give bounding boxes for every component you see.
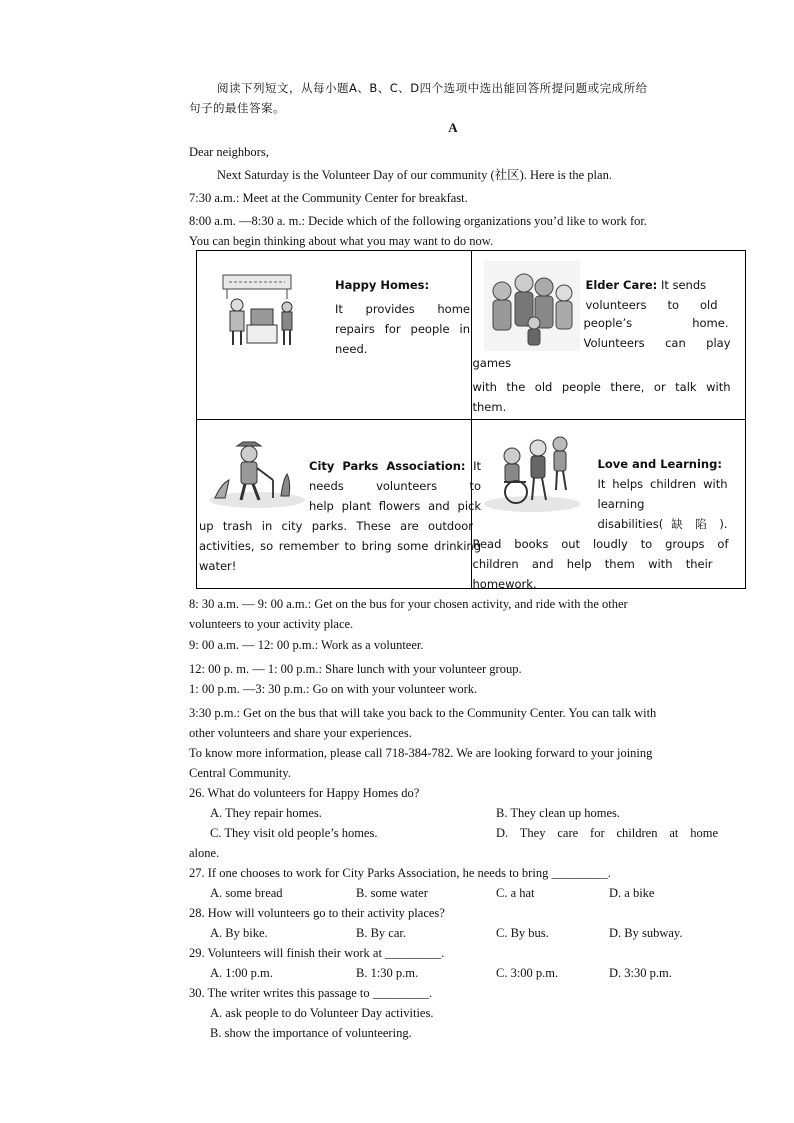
schedule-afternoon: 1: 00 p.m. —3: 30 p.m.: Go on with your volunteer work. <box>189 682 478 696</box>
q27-option-d: D. a bike <box>609 886 655 900</box>
love-learning-title: Love and Learning: <box>597 457 722 471</box>
love-learning-line-6: homework. <box>472 577 537 591</box>
elder-care-first: It sends <box>660 278 707 292</box>
q26-option-d: D. They care for children at home <box>496 826 718 840</box>
happy-homes-title: Happy Homes: <box>335 278 430 292</box>
city-parks-heading: City Parks Association: It <box>309 459 482 473</box>
org-cell-elder-care <box>471 251 746 420</box>
q28-stem: 28. How will volunteers go to their activity places? <box>189 906 445 920</box>
q29-option-b: B. 1:30 p.m. <box>356 966 419 980</box>
section-title: A <box>448 120 458 135</box>
contact-info-cont: Central Community. <box>189 766 291 780</box>
q28-option-d: D. By subway. <box>609 926 683 940</box>
love-learning-line-5: children and help them with their <box>472 557 713 571</box>
schedule-work: 9: 00 a.m. — 12: 00 p.m.: Work as a volunteer. <box>189 638 424 652</box>
q26-option-a: A. They repair homes. <box>210 806 322 820</box>
org-cell-happy-homes <box>197 251 472 420</box>
q30-option-b: B. show the importance of volunteering. <box>210 1026 412 1040</box>
gardening-illustration <box>207 440 307 510</box>
q29-option-c: C. 3:00 p.m. <box>496 966 559 980</box>
q27-option-a: A. some bread <box>210 886 283 900</box>
greeting: Dear neighbors, <box>189 145 269 159</box>
happy-homes-line-1: It provides home <box>335 302 470 316</box>
instruction-line-2: 句子的最佳答案。 <box>189 101 285 115</box>
love-learning-line-2: learning <box>597 497 645 511</box>
q30-stem: 30. The writer writes this passage to _________. <box>189 986 433 1000</box>
q26-option-c: C. They visit old people’s homes. <box>210 826 378 840</box>
wheelchair-illustration <box>482 434 582 514</box>
q26-stem: 26. What do volunteers for Happy Homes do? <box>189 786 420 800</box>
q30-option-a: A. ask people to do Volunteer Day activities. <box>210 1006 434 1020</box>
schedule-breakfast: 7:30 a.m.: Meet at the Community Center for breakfast. <box>189 191 468 205</box>
q29-option-d: D. 3:30 p.m. <box>609 966 672 980</box>
city-parks-line-4: activities, so remember to bring some drinking <box>199 539 481 553</box>
city-parks-line-3: up trash in city parks. These are outdoor <box>199 519 473 533</box>
q28-option-c: C. By bus. <box>496 926 549 940</box>
q29-option-a: A. 1:00 p.m. <box>210 966 273 980</box>
q26-option-d-cont: alone. <box>189 846 220 860</box>
city-parks-line-2: help plant flowers and pick <box>309 499 481 513</box>
schedule-lunch: 12: 00 p. m. — 1: 00 p.m.: Share lunch with your volunteer group. <box>189 662 522 676</box>
love-learning-line-1: It helps children with <box>597 477 728 491</box>
elder-care-line-1: volunteers to old <box>585 298 718 312</box>
organizations-table <box>196 250 746 589</box>
schedule-decide-cont: You can begin thinking about what you may want to do now. <box>189 234 494 248</box>
schedule-decide: 8:00 a.m. —8:30 a. m.: Decide which of the following organizations you’d like to work for. <box>189 214 648 228</box>
schedule-return-cont: other volunteers and share your experiences. <box>189 726 412 740</box>
city-parks-line-1: needs volunteers to <box>309 479 481 493</box>
happy-homes-line-2: repairs for people in <box>335 322 470 336</box>
q27-option-c: C. a hat <box>496 886 535 900</box>
city-parks-first: It <box>473 459 482 473</box>
elder-care-line-2: people’s home. <box>583 316 729 330</box>
repair-illustration <box>213 269 303 349</box>
elder-care-line-3: Volunteers can play <box>583 336 731 350</box>
intro: Next Saturday is the Volunteer Day of our community (社区). Here is the plan. <box>217 168 612 182</box>
org-cell-love-learning <box>471 420 746 589</box>
elder-care-line-5: with the old people there, or talk with <box>472 380 731 394</box>
elder-care-heading: Elder Care: It sends <box>585 278 707 292</box>
love-learning-line-4: Read books out loudly to groups of <box>472 537 729 551</box>
happy-homes-line-3: need. <box>335 342 368 356</box>
q26-option-b: B. They clean up homes. <box>496 806 621 820</box>
elder-care-line-4: games <box>472 356 512 370</box>
contact-info: To know more information, please call 718-384-782. We are looking forward to your joining <box>189 746 653 760</box>
org-cell-city-parks <box>197 420 482 589</box>
q29-stem: 29. Volunteers will finish their work at _________. <box>189 946 445 960</box>
schedule-return: 3:30 p.m.: Get on the bus that will take you back to the Community Center. You can talk with <box>189 706 657 720</box>
schedule-bus-cont: volunteers to your activity place. <box>189 617 354 631</box>
city-parks-line-5: water! <box>199 559 237 573</box>
q27-stem: 27. If one chooses to work for City Parks Association, he needs to bring _________. <box>189 866 611 880</box>
q28-option-a: A. By bike. <box>210 926 268 940</box>
love-learning-line-3: disabilities( 缺 陷 ). <box>597 517 728 531</box>
elderly-group-illustration <box>484 261 580 351</box>
q27-option-b: B. some water <box>356 886 428 900</box>
instruction-line-1: 阅读下列短文，从每小题A、B、C、D四个选项中选出能回答所提问题或完成所给 <box>217 81 648 95</box>
elder-care-line-6: them. <box>472 400 507 414</box>
q28-option-b: B. By car. <box>356 926 406 940</box>
schedule-bus: 8: 30 a.m. — 9: 00 a.m.: Get on the bus for your chosen activity, and ride with the other <box>189 597 628 611</box>
